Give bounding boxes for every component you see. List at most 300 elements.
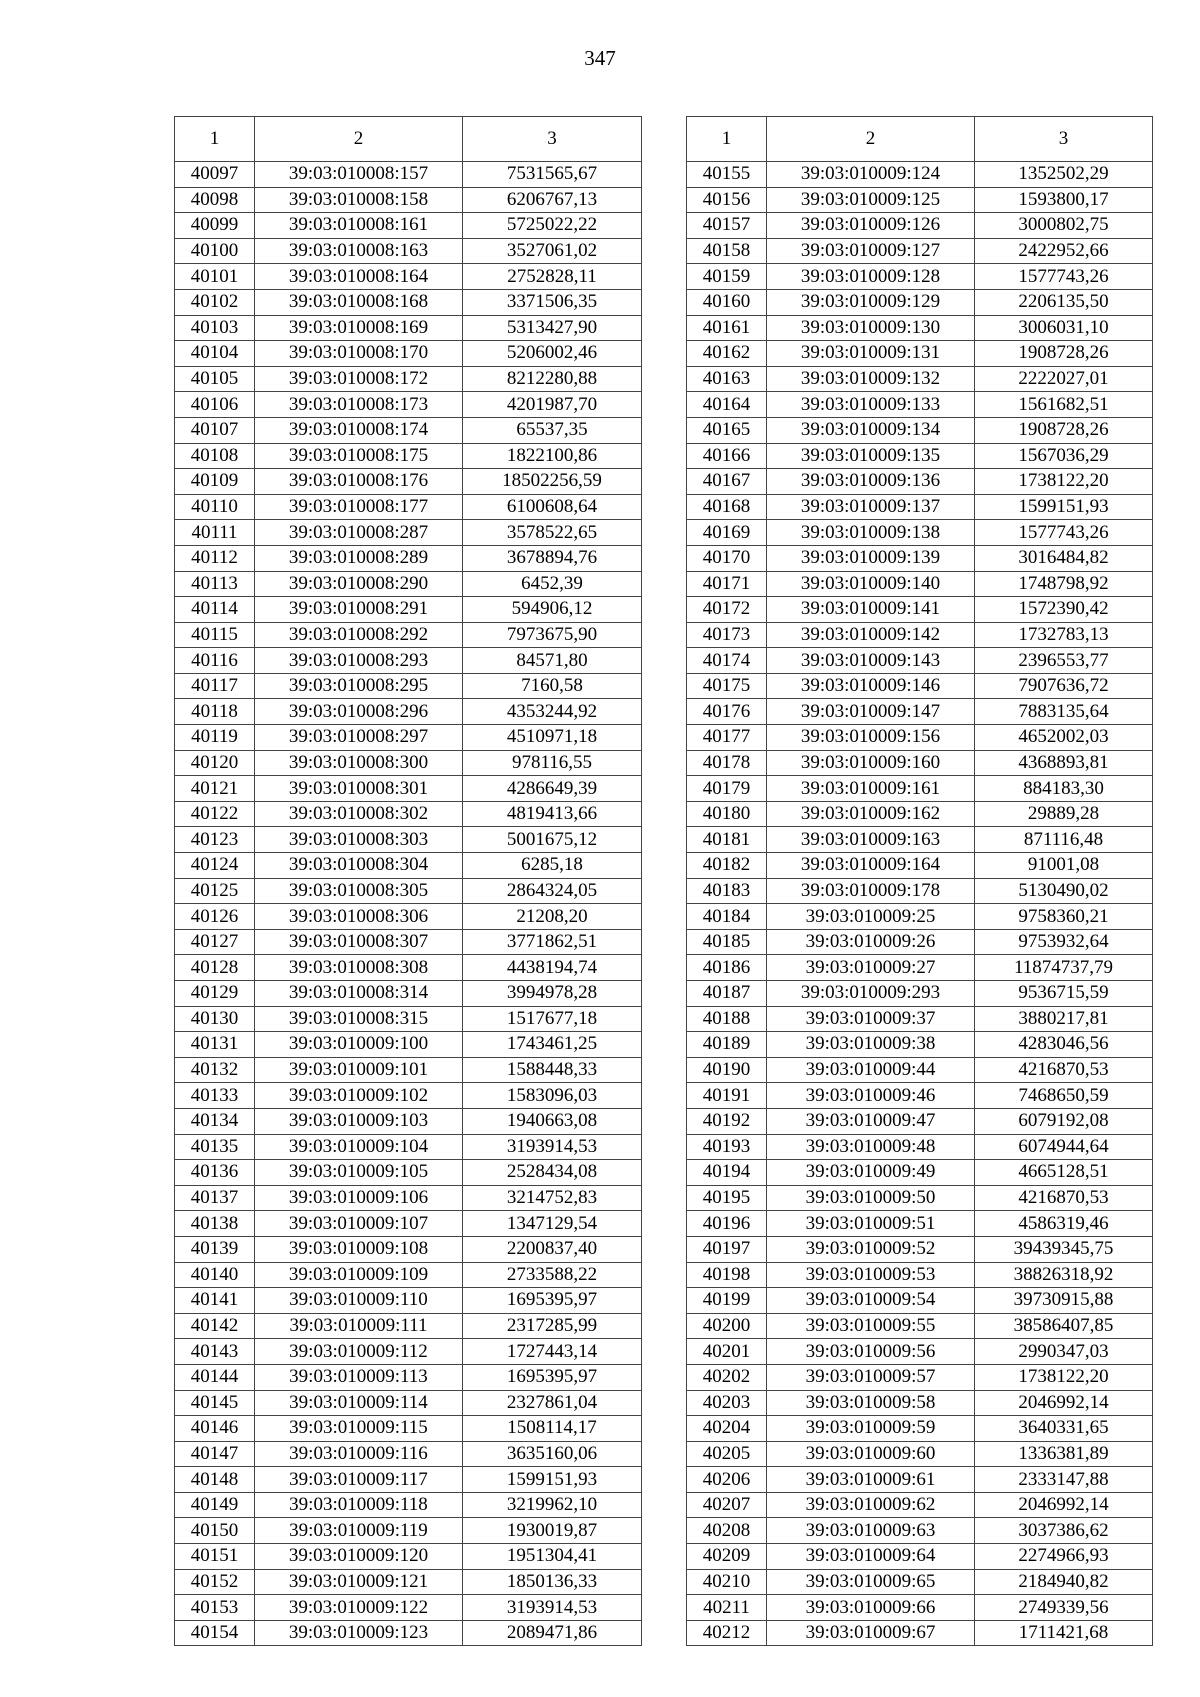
- table-row: [175, 289, 642, 315]
- cadastral-id-cell: 39:03:010009:141: [767, 597, 975, 623]
- table-row: [175, 981, 642, 1007]
- value-cell: 1732783,13: [975, 622, 1153, 648]
- row-number-cell: 40128: [175, 955, 255, 981]
- row-number-cell: 40162: [687, 341, 767, 367]
- value-cell: 9753932,64: [975, 929, 1153, 955]
- row-number-cell: 40124: [175, 853, 255, 879]
- row-number-cell: 40139: [175, 1236, 255, 1262]
- row-number-cell: 40127: [175, 929, 255, 955]
- value-cell: 4216870,53: [975, 1057, 1153, 1083]
- table-row: [175, 827, 642, 853]
- value-cell: 6452,39: [463, 571, 642, 597]
- table-row: [687, 1313, 1153, 1339]
- table-row: [687, 1595, 1153, 1621]
- row-number-cell: 40188: [687, 1006, 767, 1032]
- row-number-cell: 40130: [175, 1006, 255, 1032]
- row-number-cell: 40199: [687, 1288, 767, 1314]
- table-row: [687, 1339, 1153, 1365]
- cadastral-id-cell: 39:03:010009:53: [767, 1262, 975, 1288]
- table-row: [175, 1339, 642, 1365]
- row-number-cell: 40148: [175, 1467, 255, 1493]
- value-cell: 4353244,92: [463, 699, 642, 725]
- table-row: [687, 981, 1153, 1007]
- cadastral-id-cell: 39:03:010009:60: [767, 1441, 975, 1467]
- row-number-cell: 40194: [687, 1160, 767, 1186]
- value-cell: 5725022,22: [463, 213, 642, 239]
- value-cell: 7907636,72: [975, 673, 1153, 699]
- table-row: [687, 1262, 1153, 1288]
- row-number-cell: 40164: [687, 392, 767, 418]
- cadastral-id-cell: 39:03:010008:314: [255, 981, 463, 1007]
- table-row: [687, 622, 1153, 648]
- value-cell: 38586407,85: [975, 1313, 1153, 1339]
- table-row: [175, 1441, 642, 1467]
- row-number-cell: 40129: [175, 981, 255, 1007]
- row-number-cell: 40175: [687, 673, 767, 699]
- value-cell: 21208,20: [463, 904, 642, 930]
- cadastral-id-cell: 39:03:010009:133: [767, 392, 975, 418]
- table-row: [687, 929, 1153, 955]
- cadastral-id-cell: 39:03:010009:125: [767, 187, 975, 213]
- table-row: [687, 264, 1153, 290]
- row-number-cell: 40141: [175, 1288, 255, 1314]
- table-row: [175, 1620, 642, 1646]
- cadastral-id-cell: 39:03:010009:63: [767, 1518, 975, 1544]
- cadastral-id-cell: 39:03:010009:66: [767, 1595, 975, 1621]
- cadastral-id-cell: 39:03:010009:161: [767, 776, 975, 802]
- row-number-cell: 40159: [687, 264, 767, 290]
- row-number-cell: 40111: [175, 520, 255, 546]
- table-row: [175, 1288, 642, 1314]
- value-cell: 2422952,66: [975, 238, 1153, 264]
- table-row: [175, 1211, 642, 1237]
- table-row: [687, 1288, 1153, 1314]
- cadastral-id-cell: 39:03:010009:25: [767, 904, 975, 930]
- table-row: [687, 494, 1153, 520]
- cadastral-id-cell: 39:03:010009:46: [767, 1083, 975, 1109]
- row-number-cell: 40116: [175, 648, 255, 674]
- cadastral-id-cell: 39:03:010009:47: [767, 1108, 975, 1134]
- row-number-cell: 40173: [687, 622, 767, 648]
- cadastral-id-cell: 39:03:010009:49: [767, 1160, 975, 1186]
- value-cell: 1738122,20: [975, 1364, 1153, 1390]
- row-number-cell: 40204: [687, 1416, 767, 1442]
- value-cell: 6100608,64: [463, 494, 642, 520]
- row-number-cell: 40138: [175, 1211, 255, 1237]
- row-number-cell: 40210: [687, 1569, 767, 1595]
- row-number-cell: 40135: [175, 1134, 255, 1160]
- cadastral-id-cell: 39:03:010008:296: [255, 699, 463, 725]
- value-cell: 2990347,03: [975, 1339, 1153, 1365]
- value-cell: 7973675,90: [463, 622, 642, 648]
- cadastral-id-cell: 39:03:010009:64: [767, 1544, 975, 1570]
- value-cell: 3635160,06: [463, 1441, 642, 1467]
- cadastral-id-cell: 39:03:010009:65: [767, 1569, 975, 1595]
- cadastral-id-cell: 39:03:010009:121: [255, 1569, 463, 1595]
- cadastral-id-cell: 39:03:010009:113: [255, 1364, 463, 1390]
- row-number-cell: 40120: [175, 750, 255, 776]
- value-cell: 39439345,75: [975, 1236, 1153, 1262]
- cadastral-id-cell: 39:03:010009:56: [767, 1339, 975, 1365]
- table-row: [687, 571, 1153, 597]
- cadastral-id-cell: 39:03:010009:128: [767, 264, 975, 290]
- table-row: [175, 929, 642, 955]
- table-row: [175, 1134, 642, 1160]
- row-number-cell: 40176: [687, 699, 767, 725]
- cadastral-id-cell: 39:03:010009:67: [767, 1620, 975, 1646]
- table-row: [687, 1518, 1153, 1544]
- value-cell: 3016484,82: [975, 545, 1153, 571]
- cadastral-id-cell: 39:03:010008:168: [255, 289, 463, 315]
- value-cell: 39730915,88: [975, 1288, 1153, 1314]
- column-header-cadastral-id: 2: [767, 117, 975, 162]
- value-cell: 2327861,04: [463, 1390, 642, 1416]
- value-cell: 1577743,26: [975, 520, 1153, 546]
- value-cell: 2333147,88: [975, 1467, 1153, 1493]
- table-row: [687, 1364, 1153, 1390]
- table-row: [175, 213, 642, 239]
- value-cell: 594906,12: [463, 597, 642, 623]
- value-cell: 29889,28: [975, 801, 1153, 827]
- value-cell: 9758360,21: [975, 904, 1153, 930]
- value-cell: 4819413,66: [463, 801, 642, 827]
- table-row: [687, 1134, 1153, 1160]
- value-cell: 1711421,68: [975, 1620, 1153, 1646]
- cadastral-id-cell: 39:03:010008:175: [255, 443, 463, 469]
- value-cell: 3371506,35: [463, 289, 642, 315]
- table-row: [687, 1057, 1153, 1083]
- cadastral-id-cell: 39:03:010009:108: [255, 1236, 463, 1262]
- value-cell: 1822100,86: [463, 443, 642, 469]
- value-cell: 1850136,33: [463, 1569, 642, 1595]
- value-cell: 1748798,92: [975, 571, 1153, 597]
- table-row: [175, 1083, 642, 1109]
- table-row: [175, 776, 642, 802]
- value-cell: 1508114,17: [463, 1416, 642, 1442]
- value-cell: 18502256,59: [463, 469, 642, 495]
- cadastral-id-cell: 39:03:010008:287: [255, 520, 463, 546]
- table-row: [687, 1236, 1153, 1262]
- row-number-cell: 40161: [687, 315, 767, 341]
- row-number-cell: 40112: [175, 545, 255, 571]
- cadastral-id-cell: 39:03:010009:123: [255, 1620, 463, 1646]
- table-row: [175, 1518, 642, 1544]
- row-number-cell: 40212: [687, 1620, 767, 1646]
- row-number-cell: 40143: [175, 1339, 255, 1365]
- row-number-cell: 40200: [687, 1313, 767, 1339]
- column-header-value: 3: [975, 117, 1153, 162]
- value-cell: 11874737,79: [975, 955, 1153, 981]
- table-row: [687, 750, 1153, 776]
- row-number-cell: 40133: [175, 1083, 255, 1109]
- row-number-cell: 40185: [687, 929, 767, 955]
- table-row: [175, 494, 642, 520]
- table-row: [175, 1108, 642, 1134]
- value-cell: 8212280,88: [463, 366, 642, 392]
- table-row: [175, 238, 642, 264]
- row-number-cell: 40104: [175, 341, 255, 367]
- row-number-cell: 40172: [687, 597, 767, 623]
- table-row: [687, 1006, 1153, 1032]
- value-cell: 3193914,53: [463, 1134, 642, 1160]
- table-row: [175, 1057, 642, 1083]
- table-row: [687, 187, 1153, 213]
- cadastral-id-cell: 39:03:010009:135: [767, 443, 975, 469]
- table-row: [687, 392, 1153, 418]
- cadastral-id-cell: 39:03:010008:173: [255, 392, 463, 418]
- value-cell: 4201987,70: [463, 392, 642, 418]
- table-row: [687, 162, 1153, 188]
- row-number-cell: 40168: [687, 494, 767, 520]
- value-cell: 2089471,86: [463, 1620, 642, 1646]
- row-number-cell: 40125: [175, 878, 255, 904]
- table-row: [687, 315, 1153, 341]
- row-number-cell: 40150: [175, 1518, 255, 1544]
- row-number-cell: 40163: [687, 366, 767, 392]
- table-row: [687, 725, 1153, 751]
- value-cell: 65537,35: [463, 417, 642, 443]
- cadastral-id-cell: 39:03:010009:27: [767, 955, 975, 981]
- value-cell: 1727443,14: [463, 1339, 642, 1365]
- value-cell: 1567036,29: [975, 443, 1153, 469]
- value-cell: 2733588,22: [463, 1262, 642, 1288]
- cadastral-id-cell: 39:03:010009:162: [767, 801, 975, 827]
- table-row: [687, 597, 1153, 623]
- value-cell: 1908728,26: [975, 417, 1153, 443]
- cadastral-id-cell: 39:03:010009:55: [767, 1313, 975, 1339]
- cadastral-id-cell: 39:03:010008:295: [255, 673, 463, 699]
- value-cell: 4665128,51: [975, 1160, 1153, 1186]
- row-number-cell: 40187: [687, 981, 767, 1007]
- row-number-cell: 40208: [687, 1518, 767, 1544]
- value-cell: 6074944,64: [975, 1134, 1153, 1160]
- cadastral-id-cell: 39:03:010009:142: [767, 622, 975, 648]
- cadastral-id-cell: 39:03:010008:158: [255, 187, 463, 213]
- cadastral-id-cell: 39:03:010008:172: [255, 366, 463, 392]
- row-number-cell: 40177: [687, 725, 767, 751]
- value-cell: 978116,55: [463, 750, 642, 776]
- cadastral-id-cell: 39:03:010009:106: [255, 1185, 463, 1211]
- cadastral-id-cell: 39:03:010009:160: [767, 750, 975, 776]
- value-cell: 6206767,13: [463, 187, 642, 213]
- cadastral-id-cell: 39:03:010008:176: [255, 469, 463, 495]
- row-number-cell: 40195: [687, 1185, 767, 1211]
- table-row: [175, 1364, 642, 1390]
- cadastral-id-cell: 39:03:010009:112: [255, 1339, 463, 1365]
- cadastral-id-cell: 39:03:010009:126: [767, 213, 975, 239]
- cadastral-id-cell: 39:03:010009:61: [767, 1467, 975, 1493]
- cadastral-id-cell: 39:03:010008:293: [255, 648, 463, 674]
- cadastral-id-cell: 39:03:010009:138: [767, 520, 975, 546]
- cadastral-id-cell: 39:03:010009:107: [255, 1211, 463, 1237]
- row-number-cell: 40196: [687, 1211, 767, 1237]
- cadastral-id-cell: 39:03:010009:58: [767, 1390, 975, 1416]
- value-cell: 3771862,51: [463, 929, 642, 955]
- cadastral-id-cell: 39:03:010009:26: [767, 929, 975, 955]
- cadastral-id-cell: 39:03:010008:302: [255, 801, 463, 827]
- cadastral-id-cell: 39:03:010008:306: [255, 904, 463, 930]
- row-number-cell: 40098: [175, 187, 255, 213]
- value-cell: 1695395,97: [463, 1288, 642, 1314]
- row-number-cell: 40179: [687, 776, 767, 802]
- row-number-cell: 40100: [175, 238, 255, 264]
- value-cell: 4286649,39: [463, 776, 642, 802]
- table-row: [687, 1185, 1153, 1211]
- table-row: [175, 878, 642, 904]
- table-row: [175, 1262, 642, 1288]
- cadastral-id-cell: 39:03:010009:37: [767, 1006, 975, 1032]
- cadastral-id-cell: 39:03:010008:290: [255, 571, 463, 597]
- table-row: [175, 469, 642, 495]
- cadastral-id-cell: 39:03:010008:315: [255, 1006, 463, 1032]
- row-number-cell: 40184: [687, 904, 767, 930]
- value-cell: 1336381,89: [975, 1441, 1153, 1467]
- value-cell: 4216870,53: [975, 1185, 1153, 1211]
- cadastral-id-cell: 39:03:010009:51: [767, 1211, 975, 1237]
- table-row: [687, 1160, 1153, 1186]
- value-cell: 9536715,59: [975, 981, 1153, 1007]
- value-cell: 4438194,74: [463, 955, 642, 981]
- table-row: [175, 1390, 642, 1416]
- right-table: [686, 116, 1153, 1646]
- value-cell: 3214752,83: [463, 1185, 642, 1211]
- cadastral-id-cell: 39:03:010009:50: [767, 1185, 975, 1211]
- cadastral-id-cell: 39:03:010008:177: [255, 494, 463, 520]
- column-header-value: 3: [463, 117, 642, 162]
- value-cell: 1908728,26: [975, 341, 1153, 367]
- table-row: [687, 520, 1153, 546]
- row-number-cell: 40178: [687, 750, 767, 776]
- value-cell: 4368893,81: [975, 750, 1153, 776]
- table-row: [175, 443, 642, 469]
- row-number-cell: 40145: [175, 1390, 255, 1416]
- value-cell: 2046992,14: [975, 1492, 1153, 1518]
- value-cell: 1599151,93: [975, 494, 1153, 520]
- table-row: [687, 827, 1153, 853]
- table-row: [175, 1467, 642, 1493]
- cadastral-id-cell: 39:03:010009:109: [255, 1262, 463, 1288]
- table-row: [687, 545, 1153, 571]
- value-cell: 91001,08: [975, 853, 1153, 879]
- table-row: [175, 648, 642, 674]
- cadastral-id-cell: 39:03:010009:38: [767, 1032, 975, 1058]
- row-number-cell: 40140: [175, 1262, 255, 1288]
- value-cell: 4283046,56: [975, 1032, 1153, 1058]
- value-cell: 5001675,12: [463, 827, 642, 853]
- table-row: [175, 1544, 642, 1570]
- cadastral-id-cell: 39:03:010009:163: [767, 827, 975, 853]
- cadastral-id-cell: 39:03:010009:115: [255, 1416, 463, 1442]
- row-number-cell: 40152: [175, 1569, 255, 1595]
- table-row: [687, 289, 1153, 315]
- cadastral-id-cell: 39:03:010008:163: [255, 238, 463, 264]
- row-number-cell: 40144: [175, 1364, 255, 1390]
- cadastral-id-cell: 39:03:010009:127: [767, 238, 975, 264]
- value-cell: 3006031,10: [975, 315, 1153, 341]
- cadastral-id-cell: 39:03:010008:304: [255, 853, 463, 879]
- table-row: [175, 955, 642, 981]
- table-row: [175, 1569, 642, 1595]
- cadastral-id-cell: 39:03:010009:54: [767, 1288, 975, 1314]
- cadastral-id-cell: 39:03:010009:129: [767, 289, 975, 315]
- value-cell: 871116,48: [975, 827, 1153, 853]
- value-cell: 6079192,08: [975, 1108, 1153, 1134]
- value-cell: 1743461,25: [463, 1032, 642, 1058]
- row-number-cell: 40153: [175, 1595, 255, 1621]
- cadastral-id-cell: 39:03:010008:170: [255, 341, 463, 367]
- value-cell: 84571,80: [463, 648, 642, 674]
- table-row: [687, 1083, 1153, 1109]
- value-cell: 3193914,53: [463, 1595, 642, 1621]
- left-table: [174, 116, 642, 1646]
- value-cell: 2749339,56: [975, 1595, 1153, 1621]
- column-header-number: 1: [175, 117, 255, 162]
- table-row: [687, 469, 1153, 495]
- row-number-cell: 40114: [175, 597, 255, 623]
- row-number-cell: 40110: [175, 494, 255, 520]
- value-cell: 2317285,99: [463, 1313, 642, 1339]
- cadastral-id-cell: 39:03:010009:100: [255, 1032, 463, 1058]
- value-cell: 3578522,65: [463, 520, 642, 546]
- table-row: [175, 1006, 642, 1032]
- cadastral-id-cell: 39:03:010008:161: [255, 213, 463, 239]
- cadastral-id-cell: 39:03:010009:59: [767, 1416, 975, 1442]
- cadastral-id-cell: 39:03:010008:174: [255, 417, 463, 443]
- value-cell: 1951304,41: [463, 1544, 642, 1570]
- row-number-cell: 40166: [687, 443, 767, 469]
- cadastral-id-cell: 39:03:010008:157: [255, 162, 463, 188]
- cadastral-id-cell: 39:03:010009:120: [255, 1544, 463, 1570]
- cadastral-id-cell: 39:03:010009:147: [767, 699, 975, 725]
- row-number-cell: 40202: [687, 1364, 767, 1390]
- cadastral-id-cell: 39:03:010009:140: [767, 571, 975, 597]
- row-number-cell: 40121: [175, 776, 255, 802]
- row-number-cell: 40113: [175, 571, 255, 597]
- cadastral-id-cell: 39:03:010009:139: [767, 545, 975, 571]
- row-number-cell: 40105: [175, 366, 255, 392]
- header-row: [687, 117, 1153, 162]
- table-row: [687, 1569, 1153, 1595]
- row-number-cell: 40136: [175, 1160, 255, 1186]
- value-cell: 1517677,18: [463, 1006, 642, 1032]
- table-row: [687, 1032, 1153, 1058]
- value-cell: 3000802,75: [975, 213, 1153, 239]
- cadastral-id-cell: 39:03:010008:169: [255, 315, 463, 341]
- row-number-cell: 40132: [175, 1057, 255, 1083]
- value-cell: 2222027,01: [975, 366, 1153, 392]
- value-cell: 5313427,90: [463, 315, 642, 341]
- row-number-cell: 40206: [687, 1467, 767, 1493]
- table-row: [687, 1390, 1153, 1416]
- table-row: [687, 648, 1153, 674]
- row-number-cell: 40197: [687, 1236, 767, 1262]
- table-row: [175, 162, 642, 188]
- value-cell: 3880217,81: [975, 1006, 1153, 1032]
- cadastral-id-cell: 39:03:010009:102: [255, 1083, 463, 1109]
- cadastral-id-cell: 39:03:010009:117: [255, 1467, 463, 1493]
- value-cell: 4586319,46: [975, 1211, 1153, 1237]
- column-header-cadastral-id: 2: [255, 117, 463, 162]
- value-cell: 1577743,26: [975, 264, 1153, 290]
- table-row: [175, 571, 642, 597]
- cadastral-id-cell: 39:03:010009:104: [255, 1134, 463, 1160]
- value-cell: 3527061,02: [463, 238, 642, 264]
- value-cell: 2200837,40: [463, 1236, 642, 1262]
- row-number-cell: 40106: [175, 392, 255, 418]
- cadastral-id-cell: 39:03:010009:136: [767, 469, 975, 495]
- row-number-cell: 40186: [687, 955, 767, 981]
- row-number-cell: 40170: [687, 545, 767, 571]
